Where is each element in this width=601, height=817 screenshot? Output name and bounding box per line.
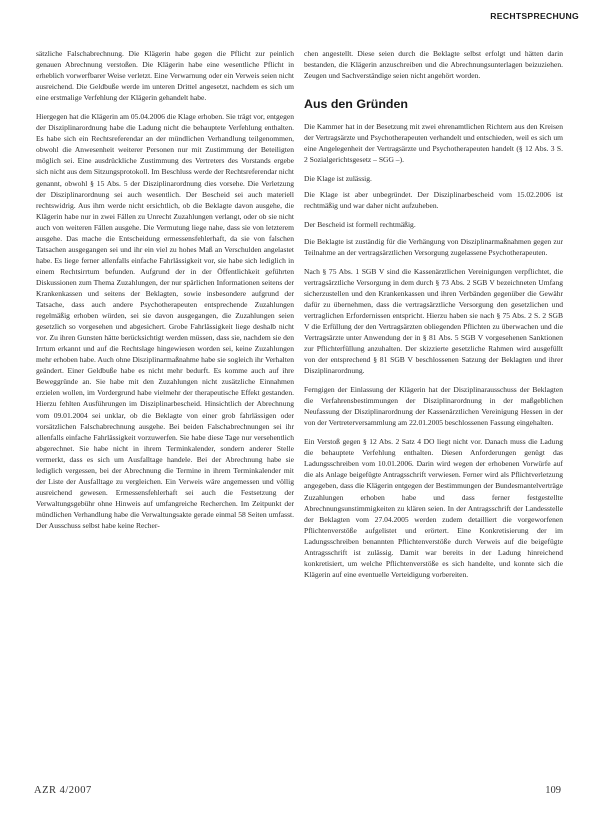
left-column xyxy=(36,48,294,539)
page-number: 109 xyxy=(545,785,561,796)
section-header: RECHTSPRECHUNG xyxy=(490,11,579,21)
paragraph: Die Klage ist zulässig. xyxy=(304,174,372,184)
paragraph: Ferngigen der Einlassung der Klägerin hat der Disziplinarausschuss der Beklagten die Verfahrensbestimmungen der Disziplinarordnung in der maßgeblichen Neufassung der Disziplinarordnung der Kassenärztlichen Vereinigung Hessen in der von der Vertreterversammlung am 22.01.2005 beschlossenen Fassung eingehalten. xyxy=(304,385,563,428)
paragraph: sätzliche Falschabrechnung. Die Klägerin habe gegen die Pflicht zur peinlich genauen Abrechnung verstoßen. Die Klägerin habe eine wesentliche Pflicht in erheblich vorwerfbarer Weise verletzt. Eine Verwarnung oder ein Verweis seien nicht ausreichend. Die Geldbuße werde im unteren Drittel angesetzt, nachdem es sich um eine erstmalige Verfehlung der Klägerin gehandelt habe. xyxy=(36,49,294,103)
paragraph: Die Kammer hat in der Besetzung mit zwei ehrenamtlichen Richtern aus den Kreisen der Vertragsärzte und Psychotherapeuten verhandelt und entschieden, weil es sich um eine Angelegenheit der Vertragsärzte und Psychotherapeuten handelt (§ 12 Abs. 3 S. 2 Sozialgerichtsgesetz – SGG –). xyxy=(304,122,563,165)
paragraph: Hiergegen hat die Klägerin am 05.04.2006 die Klage erhoben. Sie trägt vor, entgegen der Disziplinarordnung habe die Ladung nicht die behauptete Verfehlung enthalten. Es habe sich ein Rechtsreferendar an der mündlichen Verhandlung teilgenommen, obwohl die Anwesenheit weiterer Personen nur mit Zustimmung der Beteiligten möglich sei. Eine ausdrückliche Zustimmung des Vertreters des Vorstands ergebe sich nicht aus dem Sitzungsprotokoll. Im Beschluss werde der Rechtsreferendar nicht genannt, obwohl § 15 Abs. 5 der Disziplinarordnung dies vorsehe. Die Verletzung der Disziplinarordnung sei auch wesentlich. Der Bescheid sei auch materiell rechtswidrig. Aus ihm werde nicht ersichtlich, ob die Beklagte davon ausgehe, die Klägerin habe nur in zwei Fällen zu Unrecht Zuzahlungen verlangt, oder ob sie nicht auch von weiteren Fällen ausgehe. Die Vermutung liege nahe, dass sie von letzterem ausgehe. Das mache die Entscheidung ermessensfehlerhaft, da sie von falschen Tatsachen ausgegangen sei und ihr ein viel zu hohes Maß an Verschulden angelastet habe. Es liege ferner allenfalls einfache Fahrlässigkeit vor, sie habe sich lediglich in einem Rechtsirrtum befunden. Aufgrund der in der Öffentlichkeit geführten Diskussionen zum Thema Zuzahlungen, der nur spärlichen Informationen seitens der Krankenkassen und seitens der Beklagten, sowie insbesondere aufgrund der Tatsache, dass auch andere Psychotherapeuten entsprechende Zuzahlungen regelmäßig erhoben würden, sei sie davon ausgegangen, die Zuzahlungen seien gesetzlich so vorgesehen und abgesichert. Grobe Fahrlässigkeit liege deshalb nicht vor. Zu ihren Gunsten hätte berücksichtigt werden müssen, dass sie, nachdem sie den Irrtum erkannt und auf die Rechtslage hingewiesen worden sei, keine Zuzahlungen mehr erhoben habe. Auch ohne Disziplinarmaßnahme habe sie sogleich ihr Verhalten geändert. Einer Geldbuße habe es nicht mehr bedurft. Es komme auch auf ihre Beweggründe an. Sie habe mit den Zuzahlungen nicht zusätzliche Einnahmen erzielen wollen, im Vordergrund habe vielmehr der therapeutische Effekt gestanden. Hierzu fehlten Ausführungen im Disziplinarbescheid. Hinsichtlich der Abrechnung vom 09.01.2004 sei unklar, ob die Beklagte von einer grob fahrlässigen oder vorsätzlichen Falschabrechnung ausgehe. Bei beiden Falschabrechnungen sei ihr allenfalls einfache Fahrlässigkeit vorzuwerfen. Sie habe diese Tage nur versehentlich abgerechnet. Sie habe nicht in ihrem Terminkalender, sondern anderer Stelle vermerkt, dass es sich um Ausfalltage handele. Bei der Abrechnung habe sie lediglich vergessen, bei der Abrechnung die Termine in ihrem Terminkalender mit der Liste der Ausfalltage zu vergleichen. Ein Verweis wäre angemessen und völlig ausreichend gewesen. Ermessensfehlerhaft sei auch die Festsetzung der Verwaltungsgebühr ohne Hinweis auf umfangreiche Recherchen. Im Zeitpunkt der mündlichen Verhandlung habe die Verwaltungsakte gerade einmal 58 Seiten umfasst. Der Ausschuss selbst habe keine Recher- xyxy=(36,112,294,530)
paragraph: Die Klage ist aber unbegründet. Der Disziplinarbescheid vom 15.02.2006 ist rechtmäßig und war daher nicht aufzuheben. xyxy=(304,190,563,211)
paragraph: chen angestellt. Diese seien durch die Beklagte selbst erfolgt und hätten darin bestanden, die Klägerin anzuschreiben und die Abrechnungsunterlagen beizuziehen. Zeugen und Sachverständige seien nicht angehört worden. xyxy=(304,49,563,81)
paragraph: Nach § 75 Abs. 1 SGB V sind die Kassenärztlichen Vereinigungen verpflichtet, die vertragsärztliche Versorgung in dem durch § 73 Abs. 2 SGB V bezeichneten Umfang sicherzustellen und den Krankenkassen und ihren Verbänden gegenüber die Gewähr dafür zu übernehmen, dass die vertragsärztliche Versorgung den gesetzlichen und vertraglichen Erfordernissen entspricht. Hierzu haben sie nach § 75 Abs. 2 S. 2 SGB V die Erfüllung der den Vertragsärzten obliegenden Pflichten zu überwachen und die Vertragsärzte unter Anwendung der in § 81 Abs. 5 SGB V vorgesehenen Sanktionen zur Pflichterfüllung anzuhalten. Der skizzierte gesetzliche Rahmen wird ausgefüllt von der entsprechend § 81 SGB V beschlossenen Satzung der Beklagten und ihrer Disziplinarordnung. xyxy=(304,266,563,376)
paragraph: Die Beklagte ist zuständig für die Verhängung von Disziplinarmaßnahmen gegen zur Teilnahme an der vertragsärztlichen Versorgung zugelassene Psychotherapeuten. xyxy=(304,236,563,257)
journal-issue: AZR 4/2007 xyxy=(34,785,92,796)
paragraph: Ein Verstoß gegen § 12 Abs. 2 Satz 4 DO liegt nicht vor. Danach muss die Ladung die behauptete Verfehlung enthalten. Diesen Anforderungen genügt das Ladungsschreiben vom 10.01.2006. Darin wird wegen der erhobenen Vorwürfe auf die als Anlage beigefügte Antragsschrift verwiesen. Ferner wird als Pflichtverletzung angegeben, dass die Klägerin entgegen der Bestimmungen der Bundesmantelverträge Zuzahlungen erhoben habe und dass ferner festgestellte Abrechnungsunstimmigkeiten zu klären seien. In der Antragsschrift der Landesstelle der Beklagten vom 27.04.2005 werden zudem detailliert die vorgeworfenen Pflichtenverstöße aufgelistet und erörtert. Eine Konkretisierung der im Ladungsschreiben benannten Pflichtenverstöße durch Verweis auf die beigefügte Antragsschrift ist zulässig. Damit war bereits in der Ladung hinreichend konkretisiert, um welche Pflichtenverstöße es sich handelte, und konnte sich die Klägerin auf eine eventuelle Verteidigung vorbereiten. xyxy=(304,437,563,579)
section-heading: Aus den Gründen xyxy=(304,97,408,112)
paragraph: Der Bescheid ist formell rechtmäßig. xyxy=(304,220,416,230)
right-column xyxy=(304,48,563,588)
